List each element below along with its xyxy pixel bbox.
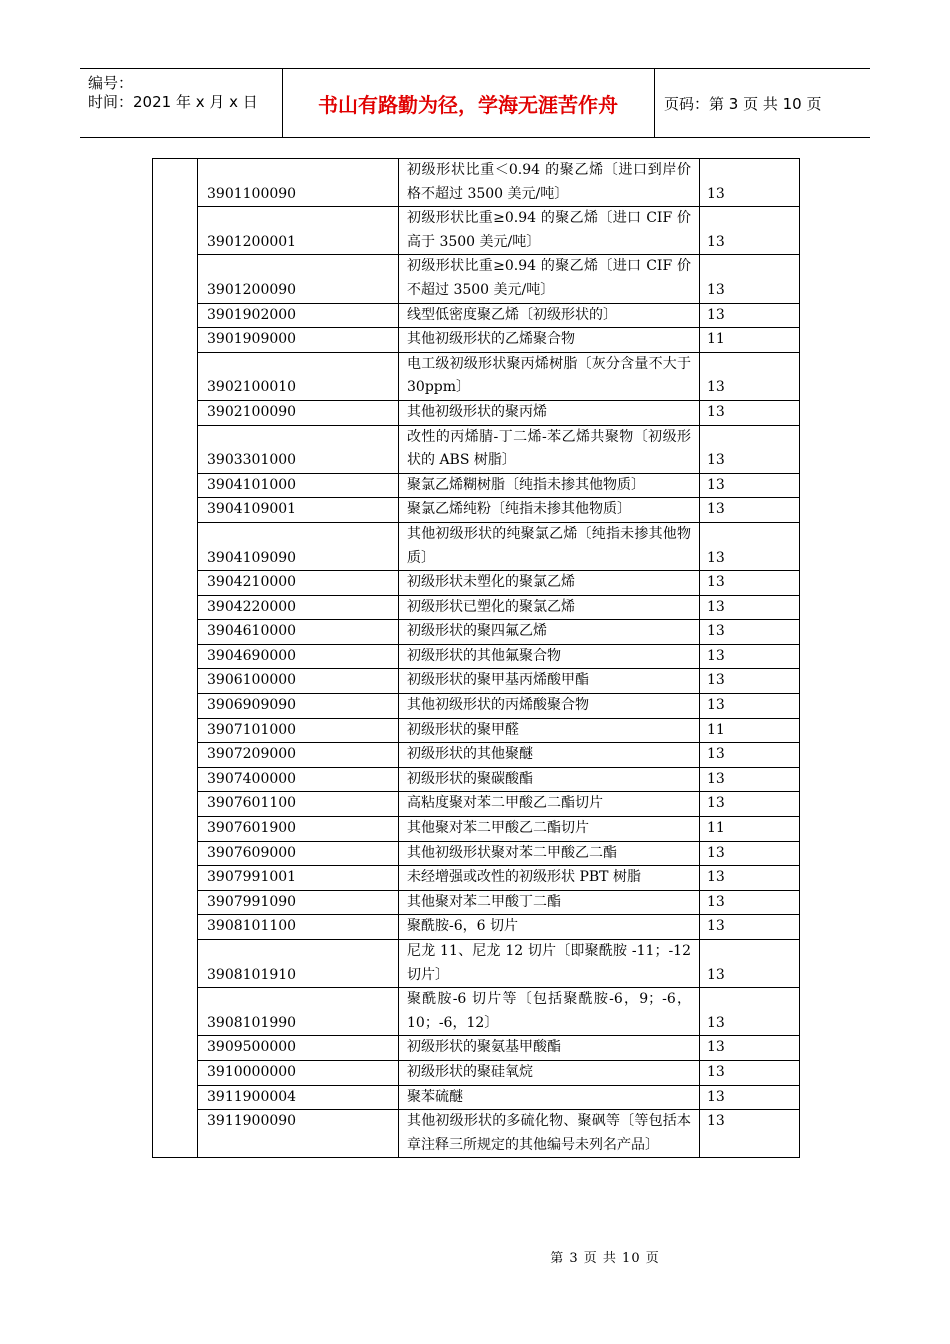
- table-row: [153, 1085, 800, 1110]
- blank-column: [153, 159, 198, 1158]
- description-cell: 初级形状的聚甲基丙烯酸甲酯: [399, 669, 700, 694]
- hs-code-cell: 3907101000: [198, 718, 399, 743]
- description-cell: 初级形状的聚碳酸酯: [399, 767, 700, 792]
- rate-cell: 13: [700, 1085, 800, 1110]
- rate-cell: 13: [700, 159, 800, 207]
- rate-cell: 13: [700, 743, 800, 768]
- hs-code-cell: 3907601100: [198, 792, 399, 817]
- rate-cell: 11: [700, 817, 800, 842]
- table-row: [153, 644, 800, 669]
- hs-code-cell: 3910000000: [198, 1060, 399, 1085]
- number-label: 编号：: [88, 74, 134, 92]
- hs-code-cell: 3903301000: [198, 425, 399, 473]
- description-cell: 初级形状的聚甲醛: [399, 718, 700, 743]
- rate-cell: 13: [700, 1110, 800, 1158]
- table-row: [153, 1060, 800, 1085]
- rate-cell: 13: [700, 498, 800, 523]
- rate-cell: 13: [700, 890, 800, 915]
- rate-cell: 11: [700, 718, 800, 743]
- rate-cell: 13: [700, 988, 800, 1036]
- hs-code-cell: 3904109090: [198, 522, 399, 570]
- hs-code-cell: 3911900090: [198, 1110, 399, 1158]
- description-cell: 其他初级形状的纯聚氯乙烯〔纯指未掺其他物质〕: [399, 522, 700, 570]
- description-cell: 初级形状的其他氟聚合物: [399, 644, 700, 669]
- tariff-table-body: [153, 159, 800, 1158]
- rate-cell: 13: [700, 352, 800, 400]
- hs-code-cell: 3904220000: [198, 595, 399, 620]
- rate-cell: 13: [700, 792, 800, 817]
- hs-code-cell: 3906100000: [198, 669, 399, 694]
- description-cell: 聚酰胺-6，6 切片: [399, 915, 700, 940]
- description-cell: 聚氯乙烯纯粉〔纯指未掺其他物质〕: [399, 498, 700, 523]
- description-cell: 聚氯乙烯糊树脂〔纯指未掺其他物质〕: [399, 473, 700, 498]
- rate-cell: 13: [700, 841, 800, 866]
- rate-cell: 13: [700, 915, 800, 940]
- rate-cell: 13: [700, 303, 800, 328]
- rate-cell: 13: [700, 669, 800, 694]
- rate-cell: 13: [700, 620, 800, 645]
- table-row: [153, 522, 800, 570]
- rate-cell: 13: [700, 425, 800, 473]
- hs-code-cell: 3904610000: [198, 620, 399, 645]
- rate-cell: 13: [700, 1060, 800, 1085]
- table-row: [153, 207, 800, 255]
- rate-cell: 13: [700, 571, 800, 596]
- table-row: [153, 159, 800, 207]
- table-row: [153, 571, 800, 596]
- rate-cell: 13: [700, 940, 800, 988]
- table-row: [153, 1036, 800, 1061]
- hs-code-cell: 3904109001: [198, 498, 399, 523]
- description-cell: 其他初级形状的多硫化物、聚砜等〔等包括本章注释三所规定的其他编号未列名产品〕: [399, 1110, 700, 1158]
- hs-code-cell: 3907991090: [198, 890, 399, 915]
- description-cell: 聚酰胺-6 切片等〔包括聚酰胺-6，9；-6，10；-6，12〕: [399, 988, 700, 1036]
- description-cell: 初级形状的其他聚醚: [399, 743, 700, 768]
- description-cell: 高粘度聚对苯二甲酸乙二酯切片: [399, 792, 700, 817]
- page-footer: 第 3 页 共 10 页: [550, 1251, 660, 1266]
- rate-cell: 13: [700, 644, 800, 669]
- hs-code-cell: 3907400000: [198, 767, 399, 792]
- description-cell: 改性的丙烯腈-丁二烯-苯乙烯共聚物〔初级形状的 ABS 树脂〕: [399, 425, 700, 473]
- table-row: [153, 620, 800, 645]
- table-row: [153, 1110, 800, 1158]
- description-cell: 未经增强或改性的初级形状 PBT 树脂: [399, 866, 700, 891]
- table-row: [153, 694, 800, 719]
- description-cell: 其他聚对苯二甲酸丁二酯: [399, 890, 700, 915]
- description-cell: 电工级初级形状聚丙烯树脂〔灰分含量不大于 30ppm〕: [399, 352, 700, 400]
- description-cell: 其他初级形状的聚丙烯: [399, 400, 700, 425]
- table-row: [153, 498, 800, 523]
- table-row: [153, 718, 800, 743]
- rate-cell: 13: [700, 866, 800, 891]
- hs-code-cell: 3907209000: [198, 743, 399, 768]
- header-meta: [80, 69, 283, 137]
- table-row: [153, 841, 800, 866]
- hs-code-cell: 3907991001: [198, 866, 399, 891]
- hs-code-cell: 3909500000: [198, 1036, 399, 1061]
- description-cell: 初级形状比重＜0.94 的聚乙烯〔进口到岸价格不超过 3500 美元/吨〕: [399, 159, 700, 207]
- description-cell: 其他初级形状的乙烯聚合物: [399, 328, 700, 353]
- rate-cell: 13: [700, 694, 800, 719]
- description-cell: 初级形状的聚氨基甲酸酯: [399, 1036, 700, 1061]
- hs-code-cell: 3904690000: [198, 644, 399, 669]
- table-row: [153, 940, 800, 988]
- hs-code-cell: 3901902000: [198, 303, 399, 328]
- description-cell: 初级形状已塑化的聚氯乙烯: [399, 595, 700, 620]
- description-cell: 初级形状的聚四氟乙烯: [399, 620, 700, 645]
- table-row: [153, 743, 800, 768]
- hs-code-cell: 3902100010: [198, 352, 399, 400]
- rate-cell: 11: [700, 328, 800, 353]
- description-cell: 其他聚对苯二甲酸乙二酯切片: [399, 817, 700, 842]
- hs-code-cell: 3901909000: [198, 328, 399, 353]
- table-row: [153, 817, 800, 842]
- page-header: [80, 68, 870, 138]
- hs-code-cell: 3902100090: [198, 400, 399, 425]
- hs-code-cell: 3901200001: [198, 207, 399, 255]
- rate-cell: 13: [700, 255, 800, 303]
- description-cell: 聚苯硫醚: [399, 1085, 700, 1110]
- description-cell: 尼龙 11、尼龙 12 切片〔即聚酰胺 -11；-12 切片〕: [399, 940, 700, 988]
- hs-code-cell: 3904210000: [198, 571, 399, 596]
- description-cell: 初级形状比重≥0.94 的聚乙烯〔进口 CIF 价高于 3500 美元/吨〕: [399, 207, 700, 255]
- rate-cell: 13: [700, 522, 800, 570]
- table-row: [153, 328, 800, 353]
- description-cell: 初级形状比重≥0.94 的聚乙烯〔进口 CIF 价不超过 3500 美元/吨〕: [399, 255, 700, 303]
- table-row: [153, 767, 800, 792]
- hs-code-cell: 3901200090: [198, 255, 399, 303]
- time-label: 时间：2021 年 x 月 x 日: [88, 93, 258, 111]
- table-row: [153, 473, 800, 498]
- hs-code-cell: 3911900004: [198, 1085, 399, 1110]
- hs-code-cell: 3907609000: [198, 841, 399, 866]
- hs-code-cell: 3901100090: [198, 159, 399, 207]
- description-cell: 初级形状的聚硅氧烷: [399, 1060, 700, 1085]
- hs-code-cell: 3908101910: [198, 940, 399, 988]
- table-row: [153, 890, 800, 915]
- table-row: [153, 352, 800, 400]
- table-row: [153, 792, 800, 817]
- rate-cell: 13: [700, 1036, 800, 1061]
- table-row: [153, 988, 800, 1036]
- rate-cell: 13: [700, 595, 800, 620]
- table-row: [153, 669, 800, 694]
- description-cell: 其他初级形状的丙烯酸聚合物: [399, 694, 700, 719]
- header-page-info: 页码：第 3 页 共 10 页: [664, 94, 822, 113]
- header-motto: 书山有路勤为径，学海无涯苦作舟: [282, 69, 655, 137]
- table-row: [153, 915, 800, 940]
- rate-cell: 13: [700, 767, 800, 792]
- rate-cell: 13: [700, 207, 800, 255]
- hs-code-cell: 3907601900: [198, 817, 399, 842]
- description-cell: 其他初级形状聚对苯二甲酸乙二酯: [399, 841, 700, 866]
- description-cell: 线型低密度聚乙烯〔初级形状的〕: [399, 303, 700, 328]
- hs-code-cell: 3906909090: [198, 694, 399, 719]
- table-row: [153, 303, 800, 328]
- table-row: [153, 595, 800, 620]
- hs-code-cell: 3904101000: [198, 473, 399, 498]
- rate-cell: 13: [700, 400, 800, 425]
- description-cell: 初级形状未塑化的聚氯乙烯: [399, 571, 700, 596]
- hs-code-cell: 3908101100: [198, 915, 399, 940]
- table-row: [153, 425, 800, 473]
- table-row: [153, 866, 800, 891]
- hs-code-cell: 3908101990: [198, 988, 399, 1036]
- table-row: [153, 400, 800, 425]
- tariff-table: [152, 158, 800, 1158]
- table-row: [153, 255, 800, 303]
- rate-cell: 13: [700, 473, 800, 498]
